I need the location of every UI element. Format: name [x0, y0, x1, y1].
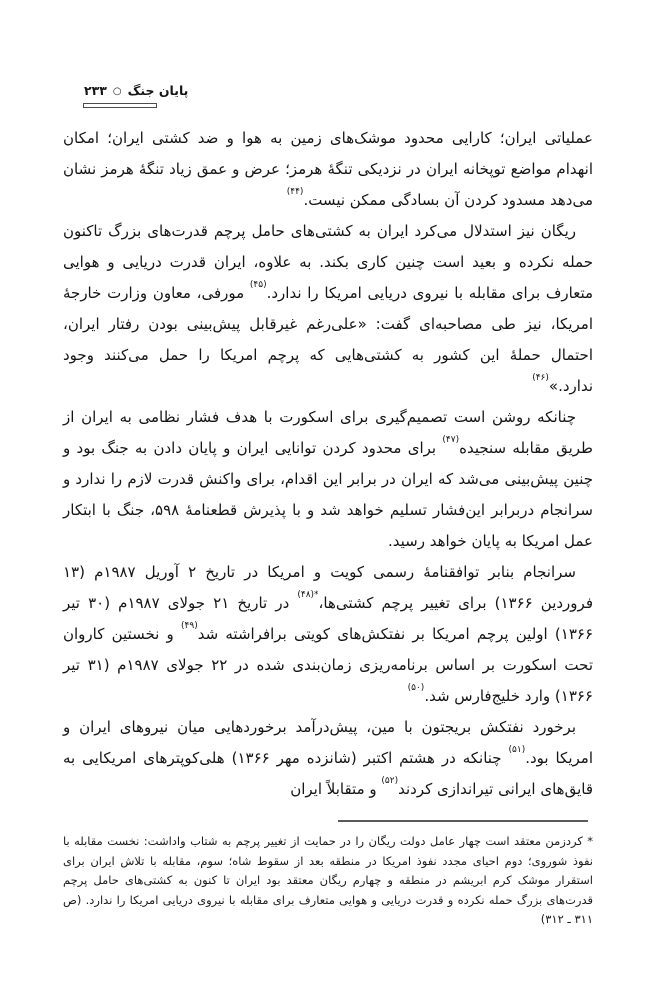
circle-ornament-icon: ○ — [112, 86, 122, 97]
paragraph — [63, 216, 593, 402]
running-head-rule — [83, 103, 157, 108]
text-run: برخورد نفتکش بریجتون با مین، پیش‌درآمد برخوردهایی میان نیروهای ایران و امریکا بود. — [63, 718, 593, 767]
paragraph — [63, 712, 593, 805]
running-head — [84, 83, 188, 98]
footnote-ref: (۵۲) — [381, 776, 399, 786]
paragraph — [63, 557, 593, 712]
text-run: مورفی، معاون وزارت خارجهٔ امریکا، نیز طی مصاحبه‌ای گفت: «علی‌رغم غیرقابل پیش‌بینی بودن رفتار ایران، احتمال حملهٔ این کشور به کشتی‌هایی که پرچم امریکا را حمل می‌کنند وجود ندارد.» — [63, 284, 593, 395]
text-run: چنانکه روشن است تصمیم‌گیری برای اسکورت با هدف فشار نظامی به ایران از طریق مقابله سنجیده — [63, 408, 593, 457]
text-run: و نخستین کاروان تحت اسکورت بر اساس برنامه‌ریزی زمان‌بندی شده در ۲۲ جولای ۱۹۸۷م (۳۱ تیر ۱۳۶۶) وارد خلیج‌فارس شد. — [63, 625, 593, 705]
footnote-ref: (۵۰) — [407, 683, 425, 693]
footnote — [63, 832, 593, 930]
text-run: و متقابلاً ایران — [290, 780, 382, 798]
footnote-ref: (۵۱) — [508, 745, 526, 755]
running-head-title: پایان جنگ — [127, 83, 189, 98]
footnote-ref: (۴۶) — [532, 373, 549, 383]
text-run: * کردزمن معتقد است چهار عامل دولت ریگان را در حمایت از تغییر پرچم به شتاب واداشت: نخست مقابله با نفوذ شوروی؛ دوم احیای مجدد نفوذ امریکا در منطقه بعد از سقوط شاه؛ سوم، مقابله با تلاش ایران برای استقرار موشک کرم ابریشم در منطقه و چهارم ریگان معتقد بود ایران تا کنون به کشتی‌های حامل پرچم قدرت‌های بزرگ حمله نکرده و قدرت دریایی و هوایی متعارف برای مقابله با نیروی دریایی امریکا را ندارد. (ص ۳۱۱ ـ ۳۱۲) — [63, 834, 593, 926]
footnote-ref: (۴۹) — [181, 621, 198, 631]
footnote-ref: *(۴۸) — [297, 590, 319, 600]
body-paragraphs — [63, 123, 593, 805]
paragraph — [63, 402, 593, 557]
text-run: چنانکه در هشتم اکتبر (شانزده مهر ۱۳۶۶) هلی‌کوپترهای امریکایی به قایق‌های ایرانی تیراندازی کردند — [63, 749, 593, 798]
page-number: ۲۳۳ — [84, 83, 107, 98]
footnote-ref: (۴۴) — [286, 187, 304, 197]
paragraph — [63, 123, 593, 216]
text-run: در تاریخ ۲۱ جولای ۱۹۸۷م (۳۰ تیر ۱۳۶۶) اولین پرچم امریکا بر نفتکش‌های کویتی برافراشته شد — [63, 594, 594, 643]
footnote-separator — [338, 820, 588, 822]
footnote-ref: (۴۵) — [249, 280, 267, 290]
text-run: ریگان نیز استدلال می‌کرد ایران به کشتی‌های حامل پرچم قدرت‌های بزرگ تاکنون حمله نکرده و بعید است چنین کاری بکند. به علاوه، ایران قدرت دریایی و هوایی متعارف برای مقابله با نیروی دریایی امریکا را ندارد. — [63, 222, 594, 302]
text-run: عملیاتی ایران؛ کارایی محدود موشک‌های زمین به هوا و ضد کشتی ایران؛ امکان انهدام مواضع توپخانه ایران در نزدیکی تنگهٔ هرمز؛ عرض و عمق زیاد تنگهٔ هرمز نشان می‌دهد مسدود کردن آن بسادگی ممکن نیست. — [63, 129, 593, 209]
text-run: برای محدود کردن توانایی ایران و پایان دادن به جنگ بود و چنین پیش‌بینی می‌شد که ایران در برابر این اقدام، برای واکنش قدرت لازم را ندارد و سرانجام دربرابر این‌فشار تسلیم خواهد شد و با پذیرش قطعنامهٔ ۵۹۸، جنگ با ابتکار عمل امریکا به پایان خواهد رسید. — [63, 439, 593, 550]
footnote-ref: (۴۷) — [442, 435, 460, 445]
text-run: سرانجام بنابر توافقنامهٔ رسمی کویت و امریکا در تاریخ ۲ آوریل ۱۹۸۷م (۱۳ فروردین ۱۳۶۶) برای تغییر پرچم کشتی‌ها، — [63, 563, 593, 612]
